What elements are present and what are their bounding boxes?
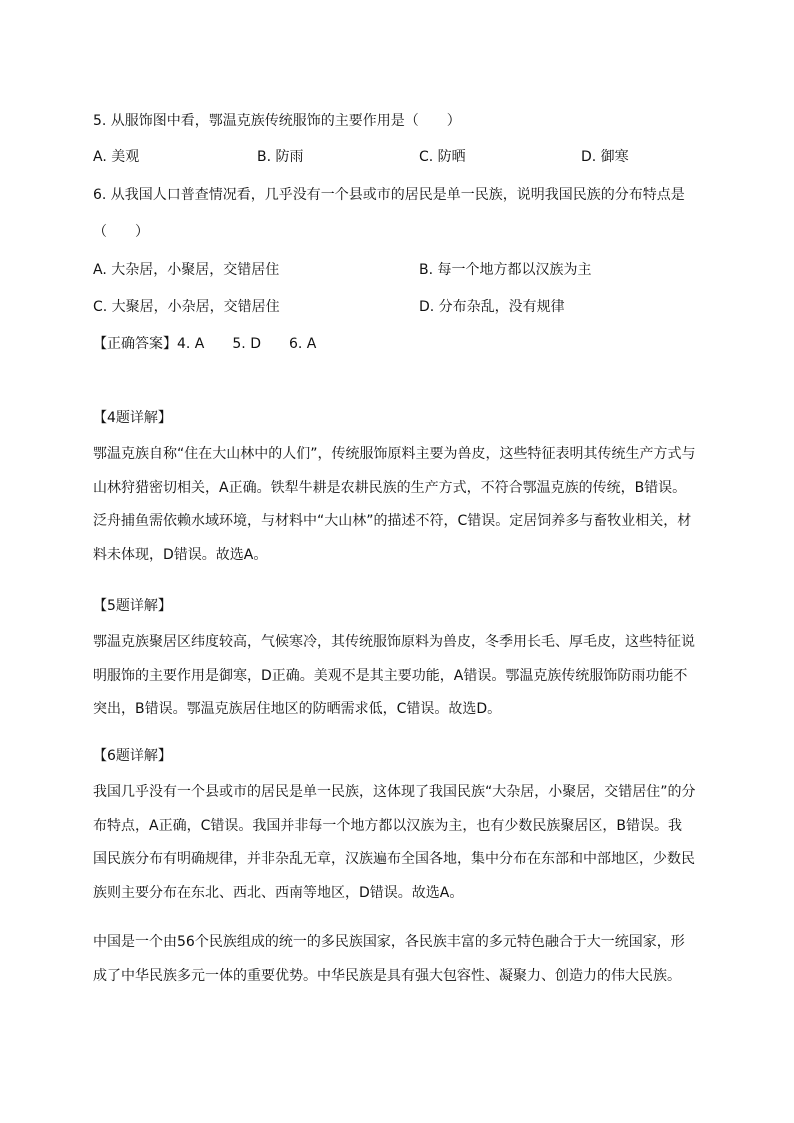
question-6-option-b: B. 每一个地方都以汉族为主 bbox=[419, 262, 592, 278]
question-5-stem: 5. 从服饰图中看，鄂温克族传统服饰的主要作用是（ ） bbox=[93, 113, 461, 129]
detail-line: 国民族分布有明确规律，并非杂乱无章，汉族遍布全国各地，集中分布在东部和中部地区，少数民 bbox=[93, 851, 695, 867]
question-5-detail-text bbox=[93, 626, 703, 727]
question-6-detail-heading: 【6题详解】 bbox=[93, 748, 172, 764]
question-5-option-a: A. 美观 bbox=[93, 149, 140, 165]
question-6-detail-text bbox=[93, 776, 703, 910]
question-6-option-c: C. 大聚居，小杂居，交错居住 bbox=[93, 299, 280, 315]
detail-line: 泛舟捕鱼需依赖水域环境，与材料中“大山林”的描述不符，C错误。定居饲养多与畜牧业相关，材 bbox=[93, 513, 692, 529]
question-5-option-c: C. 防晒 bbox=[419, 149, 466, 165]
detail-line: 料未体现，D错误。故选A。 bbox=[93, 546, 268, 563]
summary-line: 中国是一个由56个民族组成的统一的多民族国家，各民族丰富的多元特色融合于大一统国家，形 bbox=[93, 934, 685, 950]
detail-line: 布特点，A正确，C错误。我国并非每一个地方都以汉族为主，也有少数民族聚居区，B错误。我 bbox=[93, 817, 682, 834]
question-6-stem-line-1: 6. 从我国人口普查情况看，几乎没有一个县或市的居民是单一民族，说明我国民族的分布特点是 bbox=[93, 187, 685, 203]
detail-line: 族则主要分布在东北、西北、西南等地区，D错误。故选A。 bbox=[93, 884, 464, 901]
question-6-option-a: A. 大杂居，小聚居，交错居住 bbox=[93, 262, 280, 278]
question-4-detail-heading: 【4题详解】 bbox=[93, 410, 172, 426]
question-5-option-d: D. 御寒 bbox=[581, 149, 629, 165]
detail-line: 鄂温克族聚居区纬度较高，气候寒冷，其传统服饰原料为兽皮，冬季用长毛、厚毛皮，这些特征说 bbox=[93, 634, 695, 650]
detail-line: 山林狩猎密切相关，A正确。铁犁牛耕是农耕民族的生产方式，不符合鄂温克族的传统，B错误。 bbox=[93, 479, 687, 496]
question-4-detail-text bbox=[93, 438, 703, 572]
summary-paragraph bbox=[93, 926, 703, 993]
question-6-stem-line-2: （ ） bbox=[93, 224, 149, 240]
summary-line: 成了中华民族多元一体的重要优势。中华民族是具有强大包容性、凝聚力、创造力的伟大民族。 bbox=[93, 967, 681, 984]
detail-line: 突出，B错误。鄂温克族居住地区的防晒需求低，C错误。故选D。 bbox=[93, 701, 502, 717]
detail-line: 鄂温克族自称“住在大山林中的人们”，传统服饰原料主要为兽皮，这些特征表明其传统生产方式与 bbox=[93, 446, 696, 462]
question-6-option-d: D. 分布杂乱，没有规律 bbox=[419, 299, 565, 315]
correct-answer: 【正确答案】4. A 5. D 6. A bbox=[93, 336, 317, 352]
detail-line: 我国几乎没有一个县或市的居民是单一民族，这体现了我国民族“大杂居，小聚居，交错居住”的分 bbox=[93, 784, 696, 800]
detail-line: 明服饰的主要作用是御寒，D正确。美观不是其主要功能，A错误。鄂温克族传统服饰防雨功能不 bbox=[93, 667, 688, 684]
question-5-option-b: B. 防雨 bbox=[257, 149, 304, 165]
question-5-detail-heading: 【5题详解】 bbox=[93, 598, 172, 614]
